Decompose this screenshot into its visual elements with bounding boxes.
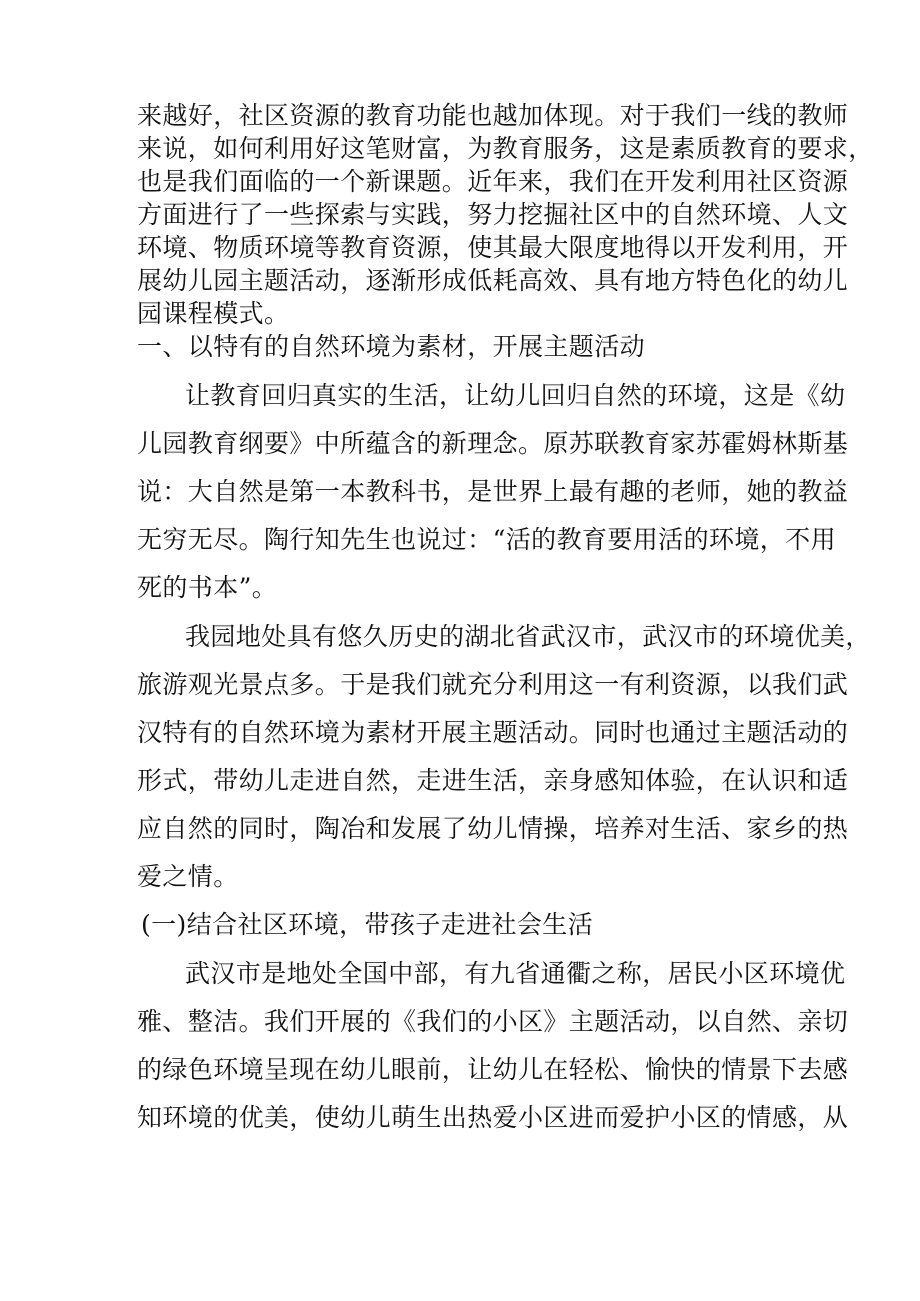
body-text-line: 无穷无尽。陶行知先生也说过：“活的教育要用活的环境，不用 xyxy=(137,525,836,554)
body-text-line: 也是我们面临的一个新课题。近年来，我们在开发利用社区资源 xyxy=(137,167,849,196)
body-text-line: 雅、整洁。我们开展的《我们的小区》主题活动，以自然、亲切 xyxy=(137,1007,849,1036)
body-text-line: 儿园教育纲要》中所蕴含的新理念。原苏联教育家苏霍姆林斯基 xyxy=(137,429,849,458)
body-text-line: 死的书本”。 xyxy=(137,573,278,602)
body-text-line: 的绿色环境呈现在幼儿眼前，让幼儿在轻松、愉快的情景下去感 xyxy=(137,1055,849,1084)
body-text-line: 方面进行了一些探索与实践，努力挖掘社区中的自然环境、人文 xyxy=(137,200,849,229)
body-text-line: 爱之情。 xyxy=(137,862,239,891)
subsection-heading: (一)结合社区环境，带孩子走进社会生活 xyxy=(141,910,594,939)
body-text-line: 武汉市是地处全国中部，有九省通衢之称，居民小区环境优 xyxy=(185,959,846,988)
body-text-line: 来说，如何利用好这笔财富，为教育服务，这是素质教育的要求， xyxy=(137,134,874,163)
section-heading: 一、以特有的自然环境为素材，开展主题活动 xyxy=(137,332,646,361)
body-text-line: 来越好，社区资源的教育功能也越加体现。对于我们一线的教师 xyxy=(137,101,849,130)
body-text-line: 汉特有的自然环境为素材开展主题活动。同时也通过主题活动的 xyxy=(137,718,849,747)
body-text-line: 展幼儿园主题活动，逐渐形成低耗高效、具有地方特色化的幼儿 xyxy=(137,266,849,295)
body-text-line: 应自然的同时，陶冶和发展了幼儿情操，培养对生活、家乡的热 xyxy=(137,814,849,843)
body-text-line: 形式，带幼儿走进自然，走进生活，亲身感知体验，在认识和适 xyxy=(137,766,849,795)
body-text-line: 园课程模式。 xyxy=(137,299,290,328)
body-text-line: 环境、物质环境等教育资源，使其最大限度地得以开发利用，开 xyxy=(137,233,849,262)
body-text-line: 旅游观光景点多。于是我们就充分利用这一有利资源，以我们武 xyxy=(137,670,849,699)
body-text-line: 我园地处具有悠久历史的湖北省武汉市，武汉市的环境优美， xyxy=(185,622,871,651)
body-text-line: 让教育回归真实的生活，让幼儿回归自然的环境，这是《幼 xyxy=(185,381,846,410)
body-text-line: 知环境的优美，使幼儿萌生出热爱小区进而爱护小区的情感，从 xyxy=(137,1103,849,1132)
body-text-line: 说：大自然是第一本教科书，是世界上最有趣的老师，她的教益 xyxy=(137,477,849,506)
